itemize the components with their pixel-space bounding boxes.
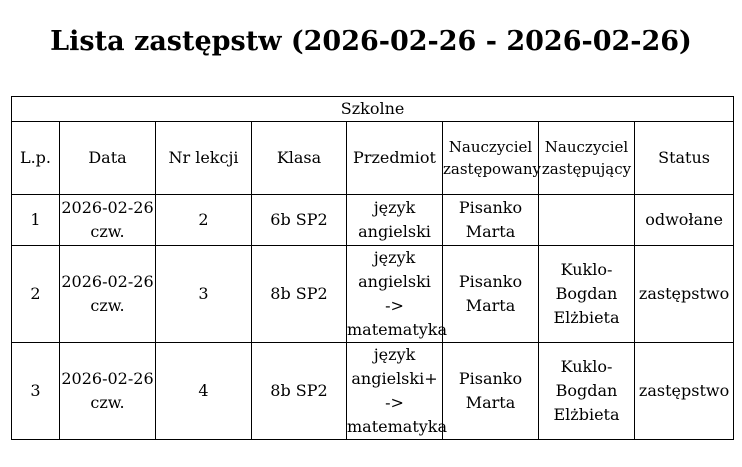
- cell-absent-teacher: Pisanko Marta: [443, 343, 539, 440]
- cell-lp: 3: [12, 343, 60, 440]
- column-header-row: [12, 122, 734, 195]
- table-row: [12, 246, 734, 343]
- cell-subject: język angielski -> matematyka: [347, 246, 443, 343]
- page-title: Lista zastępstw (2026-02-26 - 2026-02-26): [50, 26, 692, 57]
- cell-substitute-teacher: Kuklo- Bogdan Elżbieta: [539, 343, 635, 440]
- cell-date: 2026-02-26 czw.: [60, 195, 156, 246]
- cell-lesson-number: 2: [156, 195, 252, 246]
- table-row: [12, 343, 734, 440]
- cell-lesson-number: 3: [156, 246, 252, 343]
- column-header-lp: L.p.: [12, 122, 60, 195]
- column-header-substitute-teacher: Nauczyciel zastępujący: [539, 122, 635, 195]
- cell-absent-teacher: Pisanko Marta: [443, 246, 539, 343]
- column-header-class: Klasa: [252, 122, 347, 195]
- cell-date: 2026-02-26 czw.: [60, 343, 156, 440]
- cell-class: 6b SP2: [252, 195, 347, 246]
- column-header-subject: Przedmiot: [347, 122, 443, 195]
- cell-subject: język angielski: [347, 195, 443, 246]
- group-header: Szkolne: [12, 97, 734, 122]
- cell-status: zastępstwo: [635, 246, 734, 343]
- cell-lp: 2: [12, 246, 60, 343]
- cell-status: odwołane: [635, 195, 734, 246]
- cell-class: 8b SP2: [252, 246, 347, 343]
- cell-absent-teacher: Pisanko Marta: [443, 195, 539, 246]
- column-header-status: Status: [635, 122, 734, 195]
- cell-status: zastępstwo: [635, 343, 734, 440]
- cell-subject: język angielski+ -> matematyka: [347, 343, 443, 440]
- cell-substitute-teacher: Kuklo- Bogdan Elżbieta: [539, 246, 635, 343]
- column-header-absent-teacher: Nauczyciel zastępowany: [443, 122, 539, 195]
- cell-substitute-teacher: [539, 195, 635, 246]
- substitutions-table: [11, 96, 734, 440]
- column-header-date: Data: [60, 122, 156, 195]
- cell-date: 2026-02-26 czw.: [60, 246, 156, 343]
- cell-lp: 1: [12, 195, 60, 246]
- cell-class: 8b SP2: [252, 343, 347, 440]
- column-header-lesson-number: Nr lekcji: [156, 122, 252, 195]
- table-row: [12, 195, 734, 246]
- cell-lesson-number: 4: [156, 343, 252, 440]
